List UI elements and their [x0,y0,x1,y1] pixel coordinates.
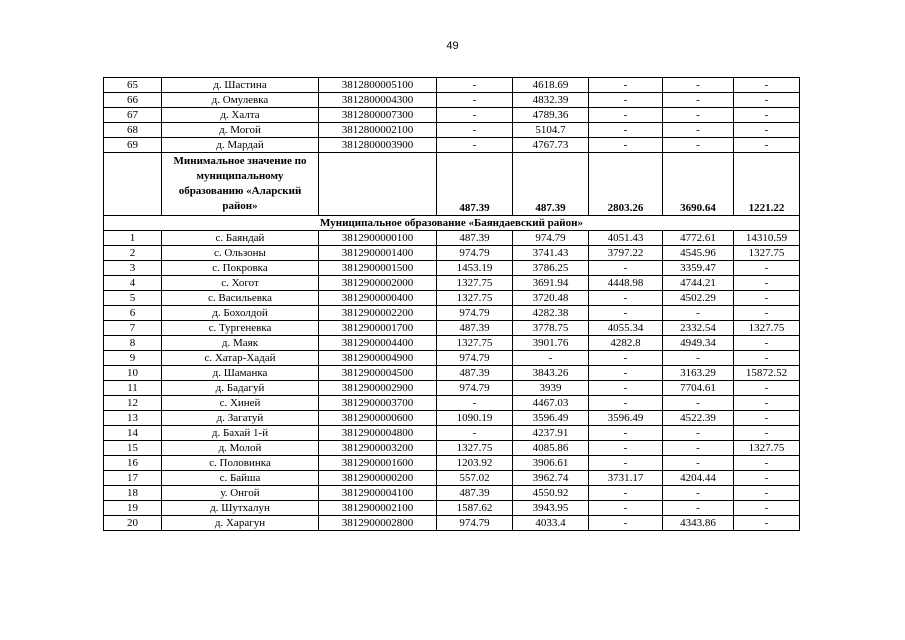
table-cell: 974.79 [437,351,513,366]
table-cell: 3731.17 [589,471,663,486]
table-cell: 2 [104,246,162,261]
table-cell: 3812900002200 [319,306,437,321]
table-cell: 4237.91 [513,426,589,441]
table-row [104,123,800,138]
table-cell: 4545.96 [663,246,734,261]
table-cell: 68 [104,123,162,138]
table-cell: 4502.29 [663,291,734,306]
table-cell: 557.02 [437,471,513,486]
table-cell: 4550.92 [513,486,589,501]
table-cell: - [437,93,513,108]
table-cell: 3812900002900 [319,381,437,396]
table-cell: 10 [104,366,162,381]
table-row [104,351,800,366]
table-cell: - [734,516,800,531]
table-cell: - [663,123,734,138]
table-row [104,396,800,411]
table-cell: - [589,396,663,411]
table-cell: - [734,306,800,321]
table-cell: 3812900004800 [319,426,437,441]
table-cell: - [589,441,663,456]
table-cell: 3901.76 [513,336,589,351]
table-cell: 7704.61 [663,381,734,396]
table-cell: 4282.8 [589,336,663,351]
table-cell: - [589,261,663,276]
table-cell: 4033.4 [513,516,589,531]
table-cell: 66 [104,93,162,108]
table-row [104,501,800,516]
table-cell: - [734,138,800,153]
table-cell: 4055.34 [589,321,663,336]
table-cell: 1327.75 [734,321,800,336]
table-cell: д. Мардай [162,138,319,153]
table-cell: - [663,93,734,108]
table-cell: 9 [104,351,162,366]
table-cell: 1090.19 [437,411,513,426]
table-cell: 3812900003200 [319,441,437,456]
table-cell: 3812900001400 [319,246,437,261]
table-cell: 3812900004100 [319,486,437,501]
table-row [104,366,800,381]
table-cell: 487.39 [437,366,513,381]
table-cell: 3812900001700 [319,321,437,336]
table-cell: д. Маяк [162,336,319,351]
summary-empty-cell [104,153,162,216]
table-cell: 1587.62 [437,501,513,516]
table-cell: 3812800007300 [319,108,437,123]
table-cell: 3720.48 [513,291,589,306]
table-cell: - [734,123,800,138]
table-row [104,471,800,486]
summary-value: 487.39 [513,153,589,216]
table-cell: - [437,426,513,441]
table-cell: 3812900002800 [319,516,437,531]
table-row [104,261,800,276]
table-cell: с. Половинка [162,456,319,471]
table-cell: - [734,486,800,501]
table-cell: с. Хогот [162,276,319,291]
table-cell: - [589,108,663,123]
table-cell: 974.79 [513,231,589,246]
summary-row [104,153,800,216]
table-cell: 3812900001500 [319,261,437,276]
table-cell: 4522.39 [663,411,734,426]
table-cell: - [734,456,800,471]
table-cell: 3812900004900 [319,351,437,366]
table-cell: с. Тургеневка [162,321,319,336]
table-cell: 3786.25 [513,261,589,276]
table-cell: 3943.95 [513,501,589,516]
table-cell: 14310.59 [734,231,800,246]
table-cell: - [734,471,800,486]
table-cell: - [663,108,734,123]
page-number: 49 [446,40,459,52]
summary-value: 1221.22 [734,153,800,216]
table-cell: - [663,351,734,366]
table-cell: 3843.26 [513,366,589,381]
table-cell: 3812800003900 [319,138,437,153]
table-cell: с. Покровка [162,261,319,276]
table-row [104,336,800,351]
table-cell: 1327.75 [437,441,513,456]
table-row [104,306,800,321]
table-cell: 487.39 [437,321,513,336]
table-cell: 4618.69 [513,78,589,93]
table-cell: д. Шаманка [162,366,319,381]
table-cell: - [734,78,800,93]
table-cell: - [734,93,800,108]
table-row [104,516,800,531]
table-row [104,108,800,123]
table-row [104,426,800,441]
table-cell: 1327.75 [437,336,513,351]
table-cell: 4343.86 [663,516,734,531]
table-row [104,486,800,501]
table-cell: 14 [104,426,162,441]
table-row [104,411,800,426]
table-cell: с. Хатар-Хадай [162,351,319,366]
table-cell: 6 [104,306,162,321]
table-cell: 4204.44 [663,471,734,486]
summary-empty-cell [319,153,437,216]
summary-value: 2803.26 [589,153,663,216]
summary-block [104,153,800,231]
table-cell: 3812800002100 [319,123,437,138]
table-cell: 15 [104,441,162,456]
table-cell: 1 [104,231,162,246]
table-cell: - [589,306,663,321]
table-cell: 5104.7 [513,123,589,138]
table-cell: 487.39 [437,486,513,501]
table-row [104,276,800,291]
table-cell: 17 [104,471,162,486]
table-cell: 65 [104,78,162,93]
table-cell: 13 [104,411,162,426]
table-cell: - [589,78,663,93]
table-row [104,138,800,153]
table-row [104,231,800,246]
table-cell: - [734,411,800,426]
table-cell: - [734,501,800,516]
table-cell: 3812800004300 [319,93,437,108]
table-cell: - [734,351,800,366]
table-cell: д. Молой [162,441,319,456]
table-cell: - [734,396,800,411]
table-cell: 19 [104,501,162,516]
table-cell: 1453.19 [437,261,513,276]
table-cell: 3691.94 [513,276,589,291]
table-cell: - [589,381,663,396]
table-cell: 11 [104,381,162,396]
table-cell: - [663,396,734,411]
table-cell: 974.79 [437,516,513,531]
table-cell: д. Бадагуй [162,381,319,396]
table-cell: - [437,396,513,411]
table-cell: 3812900003700 [319,396,437,411]
table-cell: с. Ользоны [162,246,319,261]
table-row [104,381,800,396]
table-row [104,93,800,108]
data-table [103,77,800,531]
table-cell: 20 [104,516,162,531]
table-cell: - [663,306,734,321]
table-cell: 1327.75 [437,276,513,291]
table-cell: у. Онгой [162,486,319,501]
section-header-row [104,216,800,231]
table-cell: - [437,123,513,138]
table-cell: 16 [104,456,162,471]
table-cell: 3596.49 [513,411,589,426]
table-cell: 3741.43 [513,246,589,261]
table-cell: - [589,123,663,138]
table-cell: 67 [104,108,162,123]
table-cell: 4772.61 [663,231,734,246]
table-cell: д. Бохолдой [162,306,319,321]
table-cell: 1327.75 [734,246,800,261]
table-cell: д. Загатуй [162,411,319,426]
table-cell: 3906.61 [513,456,589,471]
table-cell: д. Халта [162,108,319,123]
table-cell: 974.79 [437,306,513,321]
table-row [104,246,800,261]
table-body-bottom [104,231,800,531]
table-cell: д. Могой [162,123,319,138]
table-row [104,456,800,471]
table-cell: - [734,108,800,123]
table-cell: - [734,276,800,291]
table-cell: 4949.34 [663,336,734,351]
table-cell: 1203.92 [437,456,513,471]
table-cell: - [589,516,663,531]
table-cell: 3812900001600 [319,456,437,471]
table-cell: - [663,441,734,456]
table-cell: - [589,291,663,306]
table-cell: 4 [104,276,162,291]
table-cell: с. Баяндай [162,231,319,246]
table-cell: д. Шутхалун [162,501,319,516]
table-cell: 3812800005100 [319,78,437,93]
table-cell: 1327.75 [437,291,513,306]
table-cell: - [589,486,663,501]
table-cell: 4282.38 [513,306,589,321]
table-cell: 5 [104,291,162,306]
table-cell: 3812900000100 [319,231,437,246]
table-cell: - [663,426,734,441]
table-cell: - [734,381,800,396]
table-cell: 3962.74 [513,471,589,486]
table-cell: 3812900000400 [319,291,437,306]
table-cell: - [589,138,663,153]
section-title: Муниципальное образование «Баяндаевский район» [104,216,800,231]
table-cell: 4467.03 [513,396,589,411]
table-cell: 3812900002100 [319,501,437,516]
table-cell: - [663,501,734,516]
table-cell: 4767.73 [513,138,589,153]
table-cell: 3797.22 [589,246,663,261]
summary-label: Минимальное значение по муниципальному образованию «Аларский район» [162,153,319,216]
summary-value: 3690.64 [663,153,734,216]
table-cell: с. Хиней [162,396,319,411]
table-cell: - [734,426,800,441]
table-cell: - [437,138,513,153]
table-cell: с. Байша [162,471,319,486]
table-row [104,321,800,336]
table-cell: 487.39 [437,231,513,246]
table-cell: 18 [104,486,162,501]
table-cell: 3596.49 [589,411,663,426]
table-cell: - [734,261,800,276]
table-cell: - [437,108,513,123]
table-cell: д. Бахай 1-й [162,426,319,441]
table-cell: 3778.75 [513,321,589,336]
table-cell: - [589,351,663,366]
table-cell: 974.79 [437,381,513,396]
table-cell: - [663,456,734,471]
table-cell: - [589,501,663,516]
table-cell: 69 [104,138,162,153]
table-row [104,291,800,306]
table-cell: - [513,351,589,366]
table-cell: 3 [104,261,162,276]
table-cell: 2332.54 [663,321,734,336]
table-cell: 4085.86 [513,441,589,456]
table-cell: 3812900000600 [319,411,437,426]
table-cell: с. Васильевка [162,291,319,306]
table-cell: д. Омулевка [162,93,319,108]
table-cell: 3163.29 [663,366,734,381]
table-cell: - [589,456,663,471]
table-cell: - [589,93,663,108]
table-cell: 1327.75 [734,441,800,456]
table-cell: 4744.21 [663,276,734,291]
table-row [104,441,800,456]
table-cell: 4448.98 [589,276,663,291]
table-cell: 3359.47 [663,261,734,276]
table-cell: 12 [104,396,162,411]
table-cell: - [663,78,734,93]
table-cell: - [663,138,734,153]
table-cell: 15872.52 [734,366,800,381]
table-cell: - [734,336,800,351]
table-cell: 3939 [513,381,589,396]
table-cell: 3812900000200 [319,471,437,486]
summary-value: 487.39 [437,153,513,216]
table-cell: - [663,486,734,501]
table-cell: 3812900002000 [319,276,437,291]
table-cell: - [437,78,513,93]
table-cell: 3812900004500 [319,366,437,381]
table-cell: 4832.39 [513,93,589,108]
table-cell: - [589,366,663,381]
table-body-top [104,78,800,153]
table-cell: 3812900004400 [319,336,437,351]
table-cell: - [734,291,800,306]
table-row [104,78,800,93]
table-cell: 8 [104,336,162,351]
table-cell: д. Харагун [162,516,319,531]
table-cell: 4789.36 [513,108,589,123]
table-cell: 7 [104,321,162,336]
table-cell: 4051.43 [589,231,663,246]
table-cell: 974.79 [437,246,513,261]
table-cell: - [589,426,663,441]
table-cell: д. Шастина [162,78,319,93]
